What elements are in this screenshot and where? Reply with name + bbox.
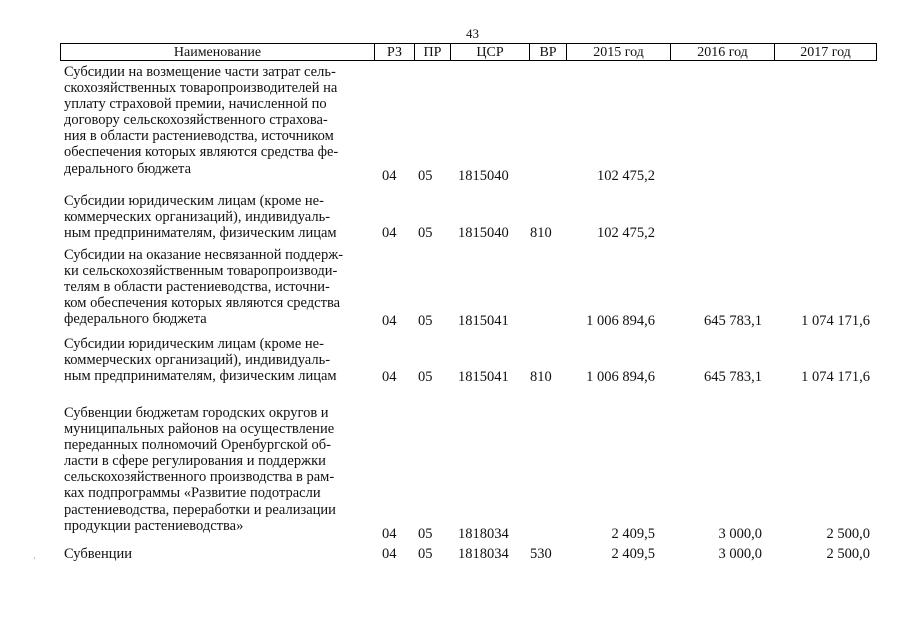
header-csr: ЦСР bbox=[450, 44, 529, 60]
cell-rz: 04 bbox=[382, 526, 397, 542]
row-line: федерального бюджета bbox=[64, 311, 207, 328]
row-line: коммерческих организаций), индивидуаль- bbox=[64, 352, 331, 369]
row-line: договору сельскохозяйственного страхова- bbox=[64, 112, 328, 129]
table-row-name bbox=[64, 405, 359, 534]
row-line: Субсидии на оказание несвязанной поддерж- bbox=[64, 247, 344, 263]
cell-2016: 645 783,1 bbox=[704, 369, 762, 385]
cell-2015: 2 409,5 bbox=[611, 546, 655, 562]
header-2016: 2016 год bbox=[670, 44, 774, 60]
cell-2015: 102 475,2 bbox=[597, 225, 655, 241]
row-line: ным предпринимателям, физическим лицам bbox=[64, 368, 337, 385]
row-line: ным предпринимателям, физическим лицам bbox=[64, 225, 337, 242]
row-line: переданных полномочий Оренбургской об- bbox=[64, 437, 331, 454]
cell-rz: 04 bbox=[382, 168, 397, 184]
row-line: обеспечения которых являются средства фе- bbox=[64, 144, 339, 161]
row-line: уплату страховой премии, начисленной по bbox=[64, 96, 327, 113]
cell-pr: 05 bbox=[418, 168, 433, 184]
row-line: растениеводства, переработки и реализации bbox=[64, 501, 336, 518]
cell-2015: 1 006 894,6 bbox=[586, 369, 655, 385]
table-row-name bbox=[64, 546, 359, 562]
cell-csr: 1815041 bbox=[458, 313, 509, 329]
cell-pr: 05 bbox=[418, 526, 433, 542]
table-row-name bbox=[64, 247, 359, 327]
cell-2015: 1 006 894,6 bbox=[586, 313, 655, 329]
cell-rz: 04 bbox=[382, 313, 397, 329]
row-line: ком обеспечения которых являются средства bbox=[64, 295, 341, 312]
table-row-name bbox=[64, 336, 359, 384]
header-rz: РЗ bbox=[374, 44, 414, 60]
page-number: 43 bbox=[466, 26, 479, 41]
cell-2015: 102 475,2 bbox=[597, 168, 655, 184]
row-line: скохозяйственных товаропроизводителей на bbox=[64, 80, 338, 97]
cell-2016: 3 000,0 bbox=[718, 526, 762, 542]
row-line: ласти в сфере регулирования и поддержки bbox=[64, 453, 326, 470]
row-line: сельскохозяйственного производства в рам- bbox=[64, 469, 335, 486]
cell-2017: 1 074 171,6 bbox=[801, 313, 870, 329]
row-line: Субсидии на возмещение части затрат сель- bbox=[64, 64, 336, 80]
row-line: дерального бюджета bbox=[64, 160, 192, 177]
cell-2017: 2 500,0 bbox=[826, 526, 870, 542]
row-line: ках подпрограммы «Развитие подотрасли bbox=[64, 485, 321, 502]
cell-rz: 04 bbox=[382, 369, 397, 385]
cell-csr: 1818034 bbox=[458, 526, 509, 542]
cell-pr: 05 bbox=[418, 369, 433, 385]
cell-csr: 1815040 bbox=[458, 168, 509, 184]
cell-csr: 1815041 bbox=[458, 369, 509, 385]
header-2015: 2015 год bbox=[566, 44, 670, 60]
header-name: Наименование bbox=[173, 45, 262, 60]
table-row-name bbox=[64, 64, 359, 177]
cell-vr: 530 bbox=[530, 546, 552, 562]
cell-pr: 05 bbox=[418, 225, 433, 241]
cell-2017: 2 500,0 bbox=[826, 546, 870, 562]
cell-rz: 04 bbox=[382, 546, 397, 562]
row-line: продукции растениеводства» bbox=[64, 517, 244, 534]
header-pr: ПР bbox=[414, 44, 450, 60]
row-line: Субвенции бюджетам городских округов и bbox=[64, 405, 329, 421]
row-line: Субсидии юридическим лицам (кроме не- bbox=[64, 193, 324, 209]
row-line: коммерческих организаций), индивидуаль- bbox=[64, 209, 331, 226]
cell-pr: 05 bbox=[418, 313, 433, 329]
scan-speck: · bbox=[33, 554, 36, 563]
row-line: ки сельскохозяйственным товаропроизводи- bbox=[64, 263, 338, 280]
header-2017: 2017 год bbox=[774, 44, 876, 60]
cell-csr: 1818034 bbox=[458, 546, 509, 562]
row-line: Субвенции bbox=[64, 546, 132, 562]
row-line: телям в области растениеводства, источни- bbox=[64, 279, 330, 296]
table-header bbox=[60, 43, 877, 61]
cell-csr: 1815040 bbox=[458, 225, 509, 241]
row-line: Субсидии юридическим лицам (кроме не- bbox=[64, 336, 324, 352]
row-line: муниципальных районов на осуществление bbox=[64, 421, 335, 438]
cell-2016: 3 000,0 bbox=[718, 546, 762, 562]
table-row-name bbox=[64, 193, 359, 241]
header-vr: ВР bbox=[529, 44, 566, 60]
cell-2016: 645 783,1 bbox=[704, 313, 762, 329]
cell-pr: 05 bbox=[418, 546, 433, 562]
cell-vr: 810 bbox=[530, 369, 552, 385]
cell-2015: 2 409,5 bbox=[611, 526, 655, 542]
cell-2017: 1 074 171,6 bbox=[801, 369, 870, 385]
cell-vr: 810 bbox=[530, 225, 552, 241]
cell-rz: 04 bbox=[382, 225, 397, 241]
row-line: ния в области растениеводства, источником bbox=[64, 128, 334, 145]
